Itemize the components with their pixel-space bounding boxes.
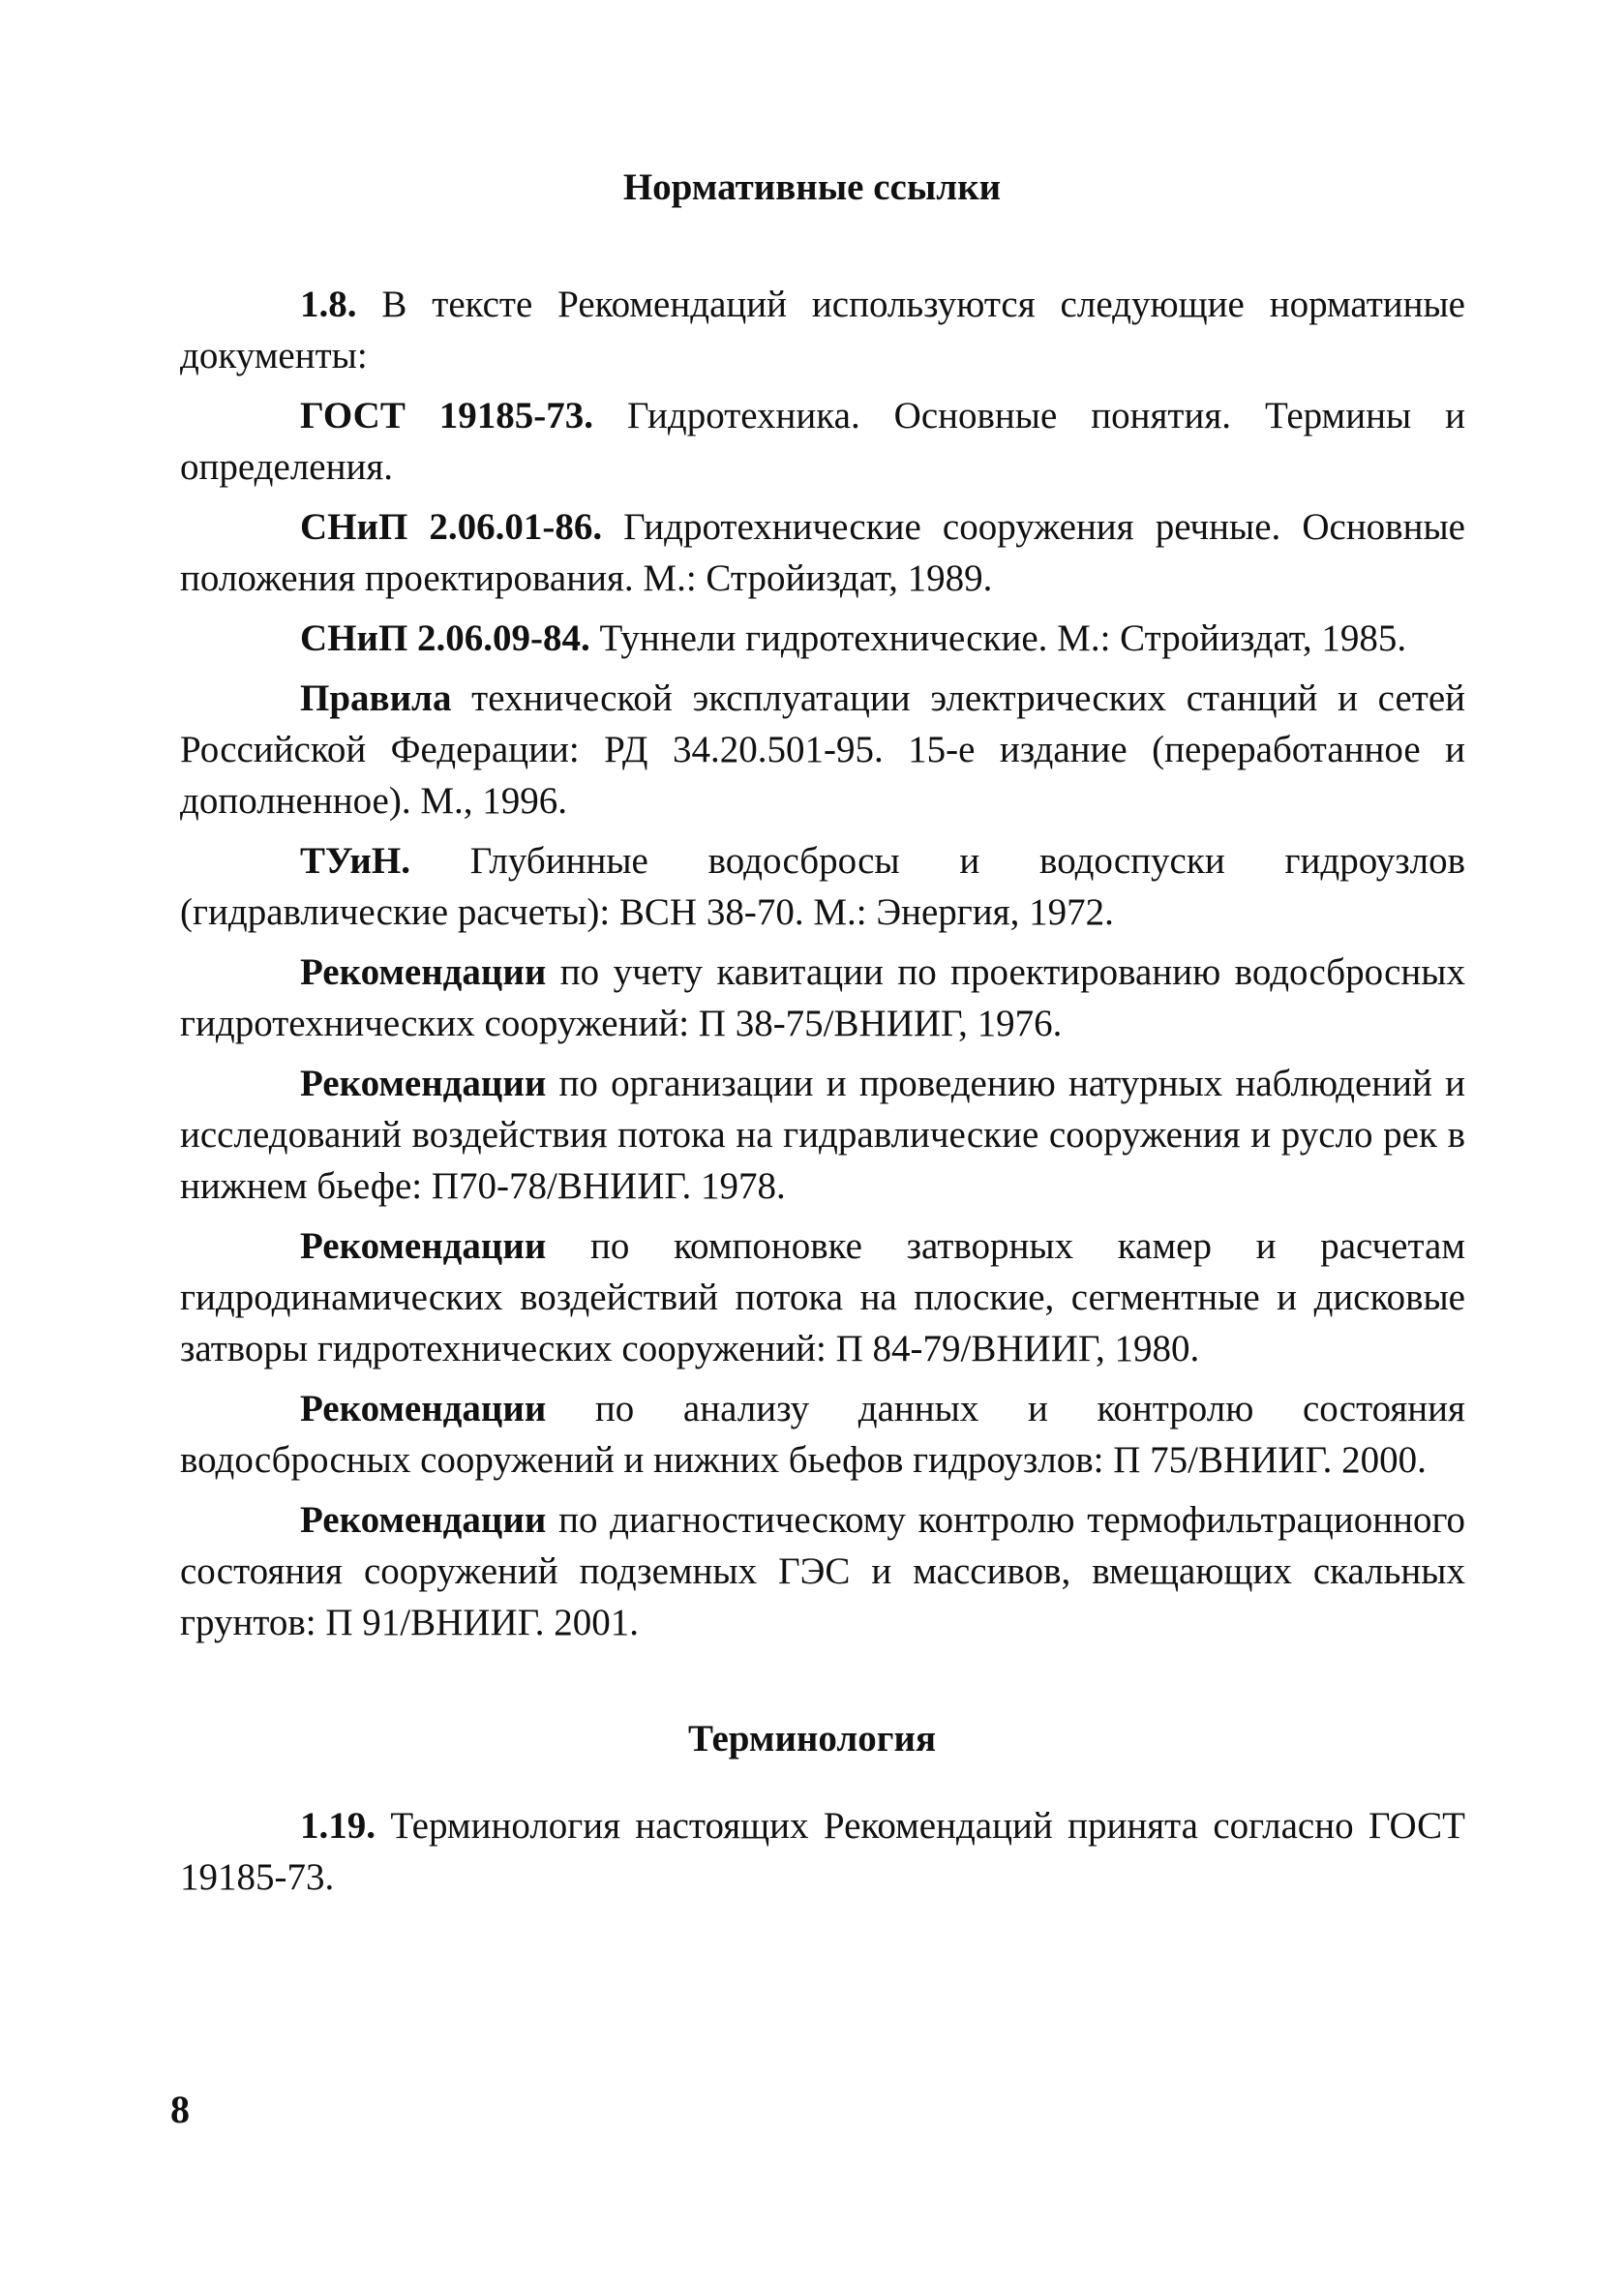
paragraph-text: по компоновке затворных камер и расчетам гидродинамических воздействий потока на плоские, сегментные и дисковые затворы гидротехнических сооружений: П 84-79/ВНИИГ, 1980. — [180, 1225, 1465, 1369]
reference-p-75-2000 — [180, 1383, 1465, 1486]
section-heading-terminology: Терминология — [687, 1718, 937, 1760]
page-number: 8 — [170, 2088, 190, 2131]
paragraph-text: по анализу данных и контролю состояния водосбросных сооружений и нижних бьефов гидроузлов: П 75/ВНИИГ. 2000. — [180, 1388, 1465, 1481]
paragraph-text: Гидротехнические сооружения речные. Основные положения проектирования. М.: Стройиздат, 1989. — [180, 506, 1465, 599]
normative-references-body — [180, 279, 1465, 1657]
paragraph-text: Терминология настоящих Рекомендаций принята согласно ГОСТ 19185-73. — [180, 1805, 1465, 1898]
paragraph-text: технической эксплуатации электрических станций и сетей Российской Федерации: РД 34.20.501-95. 15-е издание (переработанное и дополненное). М., 1996. — [180, 677, 1465, 822]
reference-snip-2-06-01-86 — [180, 501, 1465, 604]
paragraph-text: Туннели гидротехнические. М.: Стройиздат, 1985. — [589, 617, 1407, 659]
paragraph-lead: Рекомендации — [300, 1225, 547, 1267]
paragraph-text: Глубинные водосбросы и водоспуски гидроузлов (гидравлические расчеты): ВСН 38-70. М.: Энергия, 1972. — [180, 840, 1465, 933]
paragraph-text: по диагностическому контролю термофильтрационного состояния сооружений подземных ГЭС и массивов, вмещающих скальных грунтов: П 91/ВНИИГ. 2001. — [180, 1499, 1465, 1643]
paragraph-lead: Рекомендации — [300, 1388, 547, 1429]
paragraph-lead: Правила — [300, 677, 452, 719]
paragraph-lead: ГОСТ 19185-73. — [300, 395, 594, 436]
section-heading-normative-references: Нормативные ссылки — [622, 166, 1002, 208]
reference-p-70-78 — [180, 1058, 1465, 1212]
reference-p-38-75 — [180, 947, 1465, 1049]
paragraph-lead: 1.8. — [300, 284, 357, 325]
paragraph-lead: 1.19. — [300, 1805, 376, 1847]
paragraph-1-19 — [180, 1800, 1465, 1903]
paragraph-lead: СНиП 2.06.01-86. — [300, 506, 603, 548]
reference-gost-19185-73 — [180, 390, 1465, 493]
paragraph-text: по организации и проведению натурных наблюдений и исследований воздействия потока на гидравлические сооружения и русло рек в нижнем бьефе: П70-78/ВНИИГ. 1978. — [180, 1063, 1465, 1207]
reference-p-91-2001 — [180, 1494, 1465, 1648]
paragraph-lead: ТУиН. — [300, 840, 410, 882]
reference-tuin-vsn-38-70 — [180, 835, 1465, 938]
paragraph-1-8 — [180, 279, 1465, 381]
paragraph-text: по учету кавитации по проектированию водосбросных гидротехнических сооружений: П 38-75/ВНИИГ, 1976. — [180, 951, 1465, 1044]
paragraph-lead: Рекомендации — [300, 1063, 547, 1104]
reference-snip-2-06-09-84 — [180, 613, 1465, 664]
paragraph-text: Гидротехника. Основные понятия. Термины и определения. — [180, 395, 1465, 488]
reference-p-84-79 — [180, 1220, 1465, 1374]
paragraph-text: В тексте Рекомендаций используются следующие норматиные документы: — [180, 284, 1465, 376]
paragraph-lead: Рекомендации — [300, 1499, 547, 1541]
reference-rules-rd-34-20-501-95 — [180, 673, 1465, 827]
terminology-body — [180, 1800, 1465, 1911]
paragraph-lead: СНиП 2.06.09-84. — [300, 617, 590, 659]
paragraph-lead: Рекомендации — [300, 951, 547, 993]
